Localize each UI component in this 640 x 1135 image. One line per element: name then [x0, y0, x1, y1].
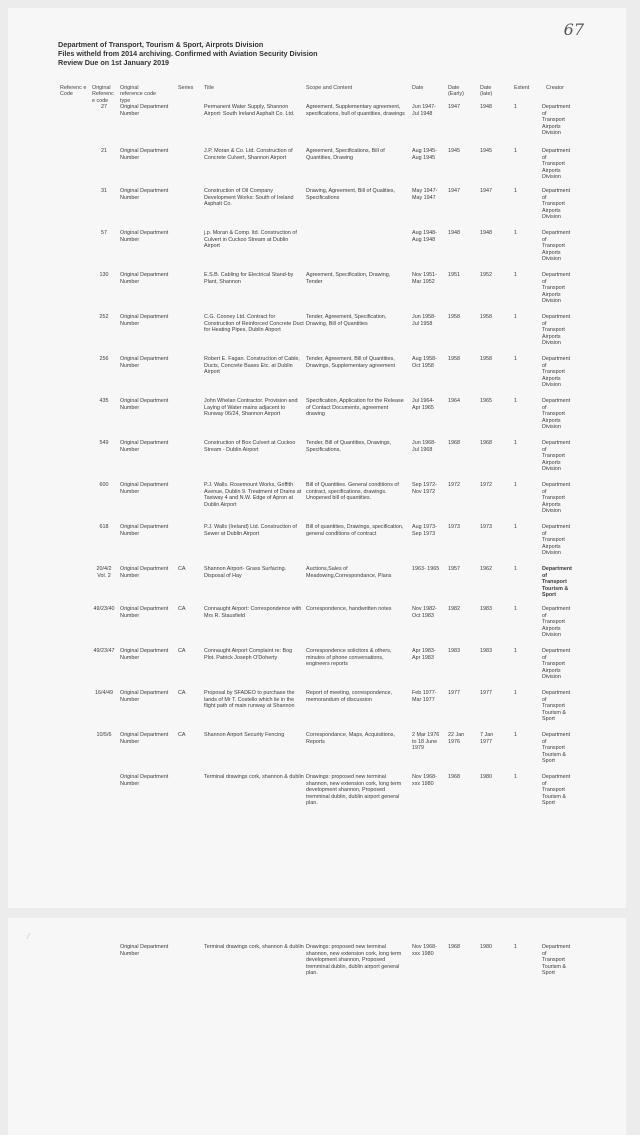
creator-line: of	[542, 696, 547, 703]
creator-line: of	[542, 110, 547, 117]
cell-title: Proposal by SFADEO to purchase the lands of Mr T. Costello which lie in the flight path of main runway at Shannon	[204, 690, 295, 710]
creator-line: Division	[542, 382, 561, 389]
cell-type: Original Department Number	[120, 440, 169, 453]
cell-scope: Agreement, Specifications, Bill of Quantities, Drawing	[306, 148, 385, 161]
cell-ref: 256	[99, 356, 109, 362]
creator-line: Transport	[542, 579, 567, 586]
cell-extent: 1	[514, 524, 517, 530]
cell-date-late: 1947	[480, 188, 492, 194]
creator-line: of	[542, 950, 547, 957]
cell-title: Construction of Oil Company Development Works: South of Ireland Asphalt Co.	[204, 188, 294, 208]
cell-date-early: 1958	[448, 356, 460, 362]
creator-line: Sport	[542, 592, 557, 599]
cell-date-late: 1962	[480, 566, 492, 572]
cell-ref: 20/4/2 Vol. 2	[96, 566, 112, 579]
cell-date-early: 1968	[448, 774, 460, 780]
cell-extent: 1	[514, 566, 517, 572]
cell-type: Original Department Number	[120, 148, 169, 161]
cell-date: Jun 1968- Jul 1968	[412, 440, 436, 453]
cell-series: CA	[178, 732, 186, 738]
creator-line: Transport	[542, 161, 565, 168]
cell-date: Nov 1982- Oct 1983	[412, 606, 437, 619]
cell-ref: 618	[99, 524, 109, 530]
cell-date-late: 1973	[480, 524, 492, 530]
column-headers	[8, 85, 626, 103]
creator-line: Department	[542, 566, 572, 572]
creator-line: Tourism &	[542, 963, 566, 970]
cell-extent: 1	[514, 230, 517, 236]
creator-line: of	[542, 446, 547, 453]
creator-line: Transport	[542, 243, 565, 250]
cell-creator	[542, 188, 582, 221]
cell-date-early: 1947	[448, 188, 460, 194]
creator-line: Division	[542, 632, 561, 639]
cell-creator	[542, 314, 582, 347]
creator-line: of	[542, 154, 547, 161]
cell-type: Original Department Number	[120, 482, 169, 495]
creator-line: Department	[542, 272, 571, 278]
document-page-1	[8, 8, 626, 908]
cell-type: Original Department Number	[120, 398, 169, 411]
creator-line: Transport	[542, 369, 565, 376]
cell-date-early: 1945	[448, 148, 460, 154]
creator-line: Transport	[542, 201, 565, 208]
page-number: 67	[563, 20, 584, 39]
cell-date: Nov 1968- xxx 1980	[412, 774, 437, 787]
cell-creator	[542, 272, 582, 305]
creator-line: Division	[542, 508, 561, 515]
cell-date-late: 1980	[480, 944, 492, 950]
creator-line: Department	[542, 524, 571, 530]
cell-date-early: 1957	[448, 566, 460, 572]
creator-line: Transport	[542, 495, 565, 502]
cell-ref: 435	[99, 398, 109, 404]
cell-title: Connaught Airport: Correspondence with Mrs R. Stausfield	[204, 606, 302, 619]
col-creator: Creator	[546, 85, 564, 91]
cell-date-late: 1983	[480, 648, 492, 654]
cell-extent: 1	[514, 104, 517, 110]
creator-line: Department	[542, 398, 571, 404]
cell-type: Original Department Number	[120, 230, 169, 243]
cell-date-early: 1948	[448, 230, 460, 236]
creator-line: Division	[542, 298, 561, 305]
creator-line: Division	[542, 256, 561, 263]
creator-line: Division	[542, 174, 561, 181]
creator-line: Airports	[542, 543, 561, 550]
cell-date: 2 Mar 1976 to 18 June 1979	[412, 732, 440, 752]
col-date-late: Date (late)	[480, 85, 493, 98]
cell-creator	[542, 944, 582, 977]
cell-date-late: 7 Jan 1977	[480, 732, 494, 745]
creator-line: Department	[542, 732, 571, 738]
cell-creator	[542, 774, 582, 807]
creator-line: Airports	[542, 123, 561, 130]
cell-ref: 10/5/6	[96, 732, 112, 738]
cell-title: John Whelan Contractor. Provision and Laying of Water mains adjacent to Runway 06/24, Shannon Airport	[204, 398, 298, 418]
creator-line: Department	[542, 230, 571, 236]
cell-creator	[542, 732, 582, 765]
cell-ref: 16/4/49	[95, 690, 113, 696]
cell-extent: 1	[514, 188, 517, 194]
cell-type: Original Department Number	[120, 272, 169, 285]
cell-ref: 57	[101, 230, 107, 236]
cell-date: Aug 1948- Aug 1948	[412, 230, 437, 243]
creator-line: of	[542, 654, 547, 661]
cell-date-early: 1968	[448, 944, 460, 950]
creator-line: Division	[542, 466, 561, 473]
cell-date-early: 1968	[448, 440, 460, 446]
cell-date: Sep 1972- Nov 1972	[412, 482, 437, 495]
cell-type: Original Department Number	[120, 648, 169, 661]
cell-date-early: 1982	[448, 606, 460, 612]
creator-line: Department	[542, 356, 571, 362]
creator-line: Transport	[542, 453, 565, 460]
cell-title: C.G. Cooney Ltd. Contract for Construction of Reinforced Concrete Duct for Heating Pipes, Dublin Airport	[204, 314, 304, 334]
creator-line: Airports	[542, 249, 561, 256]
cell-type: Original Department Number	[120, 690, 169, 703]
creator-line: Department	[542, 188, 571, 194]
col-date-early: Date (Early)	[448, 85, 464, 98]
creator-line: Airports	[542, 333, 561, 340]
creator-line: Department	[542, 148, 571, 154]
col-origref: Original Referenc e code	[92, 85, 114, 104]
cell-title: Shannon Airport Security Fencing	[204, 732, 285, 738]
cell-date-late: 1945	[480, 148, 492, 154]
cell-date-late: 1948	[480, 104, 492, 110]
cell-series: CA	[178, 566, 186, 572]
cell-ref: 252	[99, 314, 109, 320]
creator-line: Department	[542, 774, 571, 780]
cell-date: Aug 1973- Sep 1973	[412, 524, 437, 537]
cell-type: Original Department Number	[120, 524, 169, 537]
cell-ref: 600	[99, 482, 109, 488]
creator-line: Department	[542, 606, 571, 612]
creator-line: Tourism &	[542, 709, 566, 716]
creator-line: Department	[542, 482, 571, 488]
cell-date-early: 1964	[448, 398, 460, 404]
creator-line: Transport	[542, 285, 565, 292]
creator-line: Airports	[542, 667, 561, 674]
col-extent: Extent	[514, 85, 530, 91]
header-line-3: Review Due on 1st January 2019	[58, 58, 170, 67]
cell-extent: 1	[514, 648, 517, 654]
cell-date: Feb 1977- Mar 1977	[412, 690, 437, 703]
creator-line: of	[542, 236, 547, 243]
creator-line: Transport	[542, 619, 565, 626]
creator-line: Department	[542, 944, 571, 950]
cell-date-late: 1958	[480, 314, 492, 320]
cell-scope: Bill of quantities, Drawings, specification, general conditions of contract	[306, 524, 404, 537]
cell-scope: Drawings: proposed new terminal shannon, new extension cork, long term development shannon, Proposed tremminal dublin, dublin airport general plan.	[306, 774, 402, 807]
cell-title: J.P. Moran & Co. Ltd. Construction of Concrete Culvert, Shannon Airport	[204, 148, 293, 161]
cell-scope: Report of meeting, correspondence, memorandum of discussion	[306, 690, 393, 703]
cell-title: Connaught Airport Complaint re: Bog Plot. Patrick Joseph O'Doherty	[204, 648, 293, 661]
cell-date-late: 1958	[480, 356, 492, 362]
cell-creator	[542, 606, 582, 639]
cell-type: Original Department Number	[120, 606, 169, 619]
cell-creator	[542, 104, 582, 137]
cell-ref: 27	[101, 104, 107, 110]
creator-line: Transport	[542, 411, 565, 418]
document-page-2	[8, 918, 626, 1135]
cell-title: P.J. Walls. Rosemount Works, Griffith Avenue, Dublin 9. Treatment of Drains at Taxiway 4 and N.W. Edge of Apron at Dublin Airport	[204, 482, 302, 508]
creator-line: Airports	[542, 459, 561, 466]
creator-line: of	[542, 194, 547, 201]
creator-line: Transport	[542, 117, 565, 124]
cell-scope: Drawings: proposed new terminal shannon, new extension cork, long term development shannon, Proposed tremminal dublin, dublin airport general plan.	[306, 944, 402, 977]
cell-extent: 1	[514, 356, 517, 362]
creator-line: Transport	[542, 957, 565, 964]
cell-scope: Bill of Quantities. General conditions of contract, specifications, drawings. Unopened bill of quantities.	[306, 482, 399, 502]
cell-title: P.J. Walls (Ireland) Ltd. Construction of Sewer at Dublin Airport	[204, 524, 297, 537]
creator-line: Airports	[542, 375, 561, 382]
cell-date-late: 1952	[480, 272, 492, 278]
cell-scope: Tender, Bill of Quantities, Drawings, Specifications,	[306, 440, 392, 453]
creator-line: of	[542, 362, 547, 369]
cell-type: Original Department Number	[120, 314, 169, 327]
cell-date-early: 1983	[448, 648, 460, 654]
col-scope: Scope and Content	[306, 85, 353, 91]
creator-line: Airports	[542, 417, 561, 424]
cell-scope: Auctions,Sales of Meadowing,Correspondance, Plans	[306, 566, 392, 579]
cell-scope: Agreement, Specification, Drawing, Tender	[306, 272, 391, 285]
creator-line: Transport	[542, 327, 565, 334]
cell-extent: 1	[514, 398, 517, 404]
cell-extent: 1	[514, 272, 517, 278]
cell-creator	[542, 148, 582, 181]
col-origtype: Original reference code type	[120, 85, 156, 104]
cell-type: Original Department Number	[120, 104, 169, 117]
creator-line: Department	[542, 104, 571, 110]
creator-line: Division	[542, 340, 561, 347]
creator-line: Sport	[542, 970, 555, 977]
creator-line: Sport	[542, 800, 555, 807]
creator-line: Transport	[542, 787, 565, 794]
cell-date: Jun 1947- Jul 1948	[412, 104, 436, 117]
creator-line: of	[542, 530, 547, 537]
cell-title: j.p. Moran & Comp. ltd. Construction of Culvert in Cuckoo Stream at Dublin Airport	[204, 230, 297, 250]
creator-line: Transport	[542, 745, 565, 752]
col-refcode: Referenc e Code	[60, 85, 87, 98]
cell-title: Terminal drawings cork, shannon & dublin	[204, 774, 304, 780]
cell-ref: 549	[99, 440, 109, 446]
cell-creator	[542, 440, 582, 473]
cell-date: Jun 1958- Jul 1958	[412, 314, 436, 327]
creator-line: Division	[542, 674, 561, 681]
creator-line: of	[542, 404, 547, 411]
header-line-1: Department of Transport, Tourism & Sport, Airprots Division	[58, 40, 264, 49]
cell-scope: Correspondance, Maps, Acquisitions, Reports	[306, 732, 395, 745]
cell-type: Original Department Number	[120, 774, 169, 787]
creator-line: Department	[542, 314, 571, 320]
cell-date: Apr 1983- Apr 1983	[412, 648, 436, 661]
creator-line: of	[542, 572, 548, 579]
document-header	[58, 40, 317, 67]
cell-scope: Drawing, Agreement, Bill of Qualities, Specifications	[306, 188, 395, 201]
creator-line: Airports	[542, 501, 561, 508]
cell-date: Jul 1964- Apr 1965	[412, 398, 435, 411]
creator-line: Division	[542, 214, 561, 221]
creator-line: Transport	[542, 703, 565, 710]
cell-title: Permanent Water Supply, Shannon Airport: South Ireland Asphalt Co. Ltd.	[204, 104, 295, 117]
creator-line: of	[542, 738, 547, 745]
cell-scope: Tender, Agreement, Bill of Quantities, Drawings, Supplementary agreement	[306, 356, 395, 369]
cell-ref: 31	[101, 188, 107, 194]
cell-date: 1963- 1965	[412, 566, 440, 572]
cell-date-late: 1977	[480, 690, 492, 696]
cell-date-late: 1948	[480, 230, 492, 236]
cell-ref: 49/23/47	[93, 648, 115, 654]
cell-title: E.S.B. Cabling for Electrical Stand-by Plant, Shannon	[204, 272, 294, 285]
cell-title: Construction of Box Culvert at Cuckoo Stream - Dublin Airport	[204, 440, 296, 453]
cell-date-early: 1951	[448, 272, 460, 278]
cell-scope: Tender, Agreement, Specification, Drawing, Bill of Quantities	[306, 314, 387, 327]
cell-extent: 1	[514, 944, 517, 950]
cell-extent: 1	[514, 440, 517, 446]
creator-line: Transport	[542, 537, 565, 544]
cell-title: Robert E. Fagan. Construction of Cable, Ducts, Concrete Bases Etc. at Dublin Airport	[204, 356, 300, 376]
cell-date: Nov 1968- xxx 1980	[412, 944, 437, 957]
cell-type: Original Department Number	[120, 732, 169, 745]
creator-line: Airports	[542, 167, 561, 174]
cell-type: Original Department Number	[120, 188, 169, 201]
cell-date-late: 1968	[480, 440, 492, 446]
creator-line: Department	[542, 648, 571, 654]
cell-scope: Specification, Application for the Release of Contact Documents, agreement drawing	[306, 398, 404, 418]
cell-extent: 1	[514, 732, 517, 738]
cell-series: CA	[178, 690, 186, 696]
cell-type: Original Department Number	[120, 944, 169, 957]
creator-line: of	[542, 488, 547, 495]
col-series: Series	[178, 85, 194, 91]
cell-date-early: 1973	[448, 524, 460, 530]
cell-type: Original Department Number	[120, 566, 169, 579]
cell-date: Aug 1958- Oct 1958	[412, 356, 437, 369]
cell-creator	[542, 648, 582, 681]
creator-line: Division	[542, 550, 561, 557]
creator-line: Sport	[542, 716, 555, 723]
creator-line: of	[542, 780, 547, 787]
cell-creator	[542, 690, 582, 723]
creator-line: Division	[542, 130, 561, 137]
cell-creator	[542, 398, 582, 431]
creator-line: Transport	[542, 661, 565, 668]
cell-date-late: 1965	[480, 398, 492, 404]
cell-date: May 1947- May 1947	[412, 188, 438, 201]
cell-scope: Correspondence, handwritten notes	[306, 606, 392, 612]
creator-line: Tourism &	[542, 751, 566, 758]
cell-extent: 1	[514, 148, 517, 154]
cell-scope: Agreement, Supplementary agreement, specifications, bull of quantities, drawings	[306, 104, 405, 117]
creator-line: Tourism &	[542, 585, 569, 592]
creator-line: Airports	[542, 625, 561, 632]
cell-ref: 21	[101, 148, 107, 154]
cell-creator	[542, 482, 582, 515]
cell-scope: Correspondence solicitors & others, minutes of phone conversations, engineers reports	[306, 648, 392, 668]
header-line-2: Files witheld from 2014 archiving. Confirmed with Aviation Security Division	[58, 49, 318, 58]
cell-date-early: 1958	[448, 314, 460, 320]
creator-line: Airports	[542, 291, 561, 298]
cell-date-early: 1947	[448, 104, 460, 110]
cell-date-early: 1977	[448, 690, 460, 696]
cell-creator	[542, 356, 582, 389]
creator-line: of	[542, 278, 547, 285]
cell-extent: 1	[514, 774, 517, 780]
cell-date-early: 22 Jan 1976	[448, 732, 465, 745]
cell-creator	[542, 566, 582, 599]
cell-date-late: 1983	[480, 606, 492, 612]
col-date: Date	[412, 85, 424, 91]
creator-line: of	[542, 612, 547, 619]
cell-creator	[542, 230, 582, 263]
cell-date-early: 1972	[448, 482, 460, 488]
cell-extent: 1	[514, 314, 517, 320]
cell-extent: 1	[514, 690, 517, 696]
creator-line: of	[542, 320, 547, 327]
creator-line: Airports	[542, 207, 561, 214]
creator-line: Tourism &	[542, 793, 566, 800]
cell-series: CA	[178, 648, 186, 654]
creator-line: Department	[542, 690, 571, 696]
cell-date: Nov 1951- Mar 1952	[412, 272, 437, 285]
cell-title: Shannon Airport- Grass Surfacing. Disposal of Hay	[204, 566, 287, 579]
cell-date-late: 1972	[480, 482, 492, 488]
cell-ref: 130	[99, 272, 109, 278]
cell-date: Aug 1945- Aug 1945	[412, 148, 437, 161]
cell-creator	[542, 524, 582, 557]
cell-ref: 49/23/40	[93, 606, 115, 612]
cell-title: Terminal drawings cork, shannon & dublin	[204, 944, 304, 950]
cell-date-late: 1980	[480, 774, 492, 780]
creator-line: Sport	[542, 758, 555, 765]
creator-line: Department	[542, 440, 571, 446]
creator-line: Division	[542, 424, 561, 431]
scan-mark-icon: ⁄	[28, 932, 30, 941]
cell-series: CA	[178, 606, 186, 612]
cell-type: Original Department Number	[120, 356, 169, 369]
cell-extent: 1	[514, 606, 517, 612]
col-title: Title	[204, 85, 214, 91]
cell-extent: 1	[514, 482, 517, 488]
